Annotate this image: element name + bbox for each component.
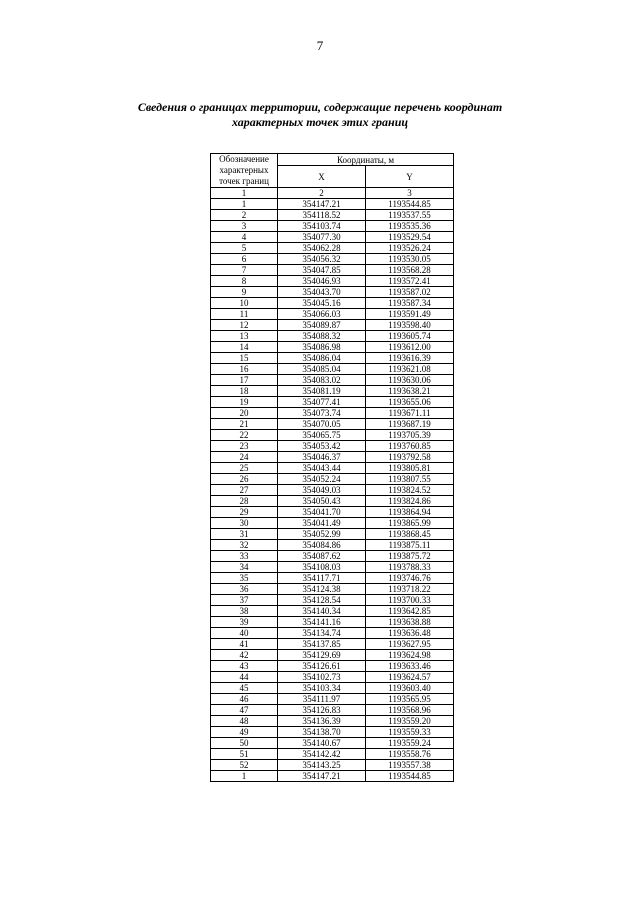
- table-row: [211, 650, 454, 661]
- x-coordinate-cell: 354117.71: [278, 573, 366, 584]
- y-coordinate-cell: 1193526.24: [366, 243, 454, 254]
- y-coordinate-cell: 1193559.24: [366, 738, 454, 749]
- point-id-cell: 31: [211, 529, 278, 540]
- table-row: [211, 639, 454, 650]
- y-coordinate-cell: 1193624.57: [366, 672, 454, 683]
- table-row: [211, 320, 454, 331]
- y-coordinate-cell: 1193558.76: [366, 749, 454, 760]
- x-coordinate-cell: 354083.02: [278, 375, 366, 386]
- point-id-cell: 1: [211, 771, 278, 782]
- y-coordinate-cell: 1193559.20: [366, 716, 454, 727]
- x-coordinate-cell: 354056.32: [278, 254, 366, 265]
- table-row: [211, 749, 454, 760]
- point-id-cell: 22: [211, 430, 278, 441]
- x-coordinate-cell: 354049.03: [278, 485, 366, 496]
- y-coordinate-cell: 1193616.39: [366, 353, 454, 364]
- y-coordinate-cell: 1193529.54: [366, 232, 454, 243]
- table-row: [211, 419, 454, 430]
- y-coordinate-cell: 1193621.08: [366, 364, 454, 375]
- x-coordinate-cell: 354050.43: [278, 496, 366, 507]
- y-coordinate-cell: 1193537.55: [366, 210, 454, 221]
- table-row: [211, 760, 454, 771]
- table-row: [211, 661, 454, 672]
- x-coordinate-cell: 354143.25: [278, 760, 366, 771]
- title-line-1: Сведения о границах территории, содержащие перечень координат: [137, 100, 503, 114]
- point-id-cell: 11: [211, 309, 278, 320]
- y-coordinate-cell: 1193792.58: [366, 452, 454, 463]
- point-id-cell: 33: [211, 551, 278, 562]
- point-id-cell: 45: [211, 683, 278, 694]
- point-id-cell: 52: [211, 760, 278, 771]
- y-coordinate-cell: 1193535.36: [366, 221, 454, 232]
- y-coordinate-cell: 1193572.41: [366, 276, 454, 287]
- y-coordinate-cell: 1193671.11: [366, 408, 454, 419]
- x-coordinate-cell: 354077.30: [278, 232, 366, 243]
- x-coordinate-cell: 354041.70: [278, 507, 366, 518]
- y-coordinate-cell: 1193557.38: [366, 760, 454, 771]
- point-id-cell: 44: [211, 672, 278, 683]
- x-coordinate-cell: 354124.38: [278, 584, 366, 595]
- point-id-cell: 9: [211, 287, 278, 298]
- y-coordinate-cell: 1193568.96: [366, 705, 454, 716]
- table-row: [211, 232, 454, 243]
- y-coordinate-cell: 1193807.55: [366, 474, 454, 485]
- point-id-cell: 43: [211, 661, 278, 672]
- title-line-2: характерных точек этих границ: [231, 115, 409, 129]
- point-id-cell: 15: [211, 353, 278, 364]
- table-row: [211, 672, 454, 683]
- y-coordinate-cell: 1193598.40: [366, 320, 454, 331]
- point-id-cell: 40: [211, 628, 278, 639]
- x-coordinate-cell: 354046.93: [278, 276, 366, 287]
- x-coordinate-cell: 354052.24: [278, 474, 366, 485]
- table-row: [211, 705, 454, 716]
- x-coordinate-cell: 354128.54: [278, 595, 366, 606]
- y-coordinate-cell: 1193559.33: [366, 727, 454, 738]
- point-id-cell: 24: [211, 452, 278, 463]
- y-coordinate-cell: 1193746.76: [366, 573, 454, 584]
- table-row: [211, 375, 454, 386]
- y-coordinate-cell: 1193630.06: [366, 375, 454, 386]
- x-coordinate-cell: 354089.87: [278, 320, 366, 331]
- point-id-cell: 2: [211, 210, 278, 221]
- x-coordinate-cell: 354077.41: [278, 397, 366, 408]
- table-row: [211, 507, 454, 518]
- table-row: [211, 727, 454, 738]
- y-coordinate-cell: 1193705.39: [366, 430, 454, 441]
- x-coordinate-cell: 354087.62: [278, 551, 366, 562]
- column-number-1: 1: [211, 188, 278, 199]
- point-id-cell: 5: [211, 243, 278, 254]
- point-id-cell: 27: [211, 485, 278, 496]
- point-id-cell: 32: [211, 540, 278, 551]
- table-row: [211, 573, 454, 584]
- y-coordinate-cell: 1193638.88: [366, 617, 454, 628]
- x-coordinate-cell: 354085.04: [278, 364, 366, 375]
- x-coordinate-cell: 354134.74: [278, 628, 366, 639]
- x-coordinate-cell: 354043.70: [278, 287, 366, 298]
- point-id-cell: 10: [211, 298, 278, 309]
- point-id-cell: 13: [211, 331, 278, 342]
- table-row: [211, 210, 454, 221]
- y-coordinate-cell: 1193544.85: [366, 771, 454, 782]
- y-coordinate-cell: 1193875.72: [366, 551, 454, 562]
- x-coordinate-cell: 354070.05: [278, 419, 366, 430]
- x-coordinate-cell: 354103.74: [278, 221, 366, 232]
- point-id-cell: 39: [211, 617, 278, 628]
- table-row: [211, 771, 454, 782]
- table-row: [211, 353, 454, 364]
- page-number: 7: [316, 38, 324, 53]
- table-row: [211, 628, 454, 639]
- x-coordinate-cell: 354118.52: [278, 210, 366, 221]
- x-coordinate-cell: 354103.34: [278, 683, 366, 694]
- y-coordinate-cell: 1193865.99: [366, 518, 454, 529]
- table-row: [211, 738, 454, 749]
- point-id-cell: 42: [211, 650, 278, 661]
- table-row: [211, 364, 454, 375]
- y-coordinate-cell: 1193587.02: [366, 287, 454, 298]
- column-number-3: 3: [366, 188, 454, 199]
- header-column-numbers: [211, 188, 454, 199]
- table-row: [211, 518, 454, 529]
- point-id-cell: 37: [211, 595, 278, 606]
- x-coordinate-cell: 354062.28: [278, 243, 366, 254]
- x-coordinate-cell: 354088.32: [278, 331, 366, 342]
- table-row: [211, 221, 454, 232]
- document-title: [60, 100, 580, 130]
- header-x-label: X: [278, 166, 366, 188]
- point-id-cell: 1: [211, 199, 278, 210]
- x-coordinate-cell: 354111.97: [278, 694, 366, 705]
- table-row: [211, 694, 454, 705]
- table-row: [211, 298, 454, 309]
- table-row: [211, 617, 454, 628]
- point-id-cell: 48: [211, 716, 278, 727]
- y-coordinate-cell: 1193603.40: [366, 683, 454, 694]
- y-coordinate-cell: 1193638.21: [366, 386, 454, 397]
- y-coordinate-cell: 1193824.52: [366, 485, 454, 496]
- point-id-cell: 8: [211, 276, 278, 287]
- x-coordinate-cell: 354108.03: [278, 562, 366, 573]
- point-id-cell: 47: [211, 705, 278, 716]
- table-row: [211, 243, 454, 254]
- coordinates-table: [210, 153, 454, 782]
- point-id-cell: 29: [211, 507, 278, 518]
- point-id-cell: 23: [211, 441, 278, 452]
- x-coordinate-cell: 354041.49: [278, 518, 366, 529]
- table-row: [211, 430, 454, 441]
- y-coordinate-cell: 1193636.48: [366, 628, 454, 639]
- y-coordinate-cell: 1193605.74: [366, 331, 454, 342]
- table-row: [211, 342, 454, 353]
- table-row: [211, 584, 454, 595]
- y-coordinate-cell: 1193718.22: [366, 584, 454, 595]
- point-id-cell: 21: [211, 419, 278, 430]
- y-coordinate-cell: 1193700.33: [366, 595, 454, 606]
- y-coordinate-cell: 1193530.05: [366, 254, 454, 265]
- y-coordinate-cell: 1193760.85: [366, 441, 454, 452]
- x-coordinate-cell: 354137.85: [278, 639, 366, 650]
- header-point-label: Обозначение характерных точек границ: [211, 154, 278, 188]
- table-row: [211, 540, 454, 551]
- x-coordinate-cell: 354086.04: [278, 353, 366, 364]
- x-coordinate-cell: 354140.34: [278, 606, 366, 617]
- table-row: [211, 199, 454, 210]
- point-id-cell: 3: [211, 221, 278, 232]
- table-row: [211, 408, 454, 419]
- x-coordinate-cell: 354047.85: [278, 265, 366, 276]
- point-id-cell: 12: [211, 320, 278, 331]
- table-row: [211, 683, 454, 694]
- point-id-cell: 6: [211, 254, 278, 265]
- point-id-cell: 51: [211, 749, 278, 760]
- y-coordinate-cell: 1193568.28: [366, 265, 454, 276]
- point-id-cell: 34: [211, 562, 278, 573]
- x-coordinate-cell: 354102.73: [278, 672, 366, 683]
- point-id-cell: 50: [211, 738, 278, 749]
- point-id-cell: 14: [211, 342, 278, 353]
- point-id-cell: 19: [211, 397, 278, 408]
- header-row-1: [211, 154, 454, 166]
- table-row: [211, 276, 454, 287]
- x-coordinate-cell: 354086.98: [278, 342, 366, 353]
- point-id-cell: 4: [211, 232, 278, 243]
- x-coordinate-cell: 354043.44: [278, 463, 366, 474]
- y-coordinate-cell: 1193868.45: [366, 529, 454, 540]
- x-coordinate-cell: 354126.83: [278, 705, 366, 716]
- point-id-cell: 7: [211, 265, 278, 276]
- table-row: [211, 309, 454, 320]
- table-row: [211, 562, 454, 573]
- point-id-cell: 28: [211, 496, 278, 507]
- header-y-label: Y: [366, 166, 454, 188]
- y-coordinate-cell: 1193633.46: [366, 661, 454, 672]
- point-id-cell: 17: [211, 375, 278, 386]
- point-id-cell: 26: [211, 474, 278, 485]
- table-row: [211, 606, 454, 617]
- y-coordinate-cell: 1193864.94: [366, 507, 454, 518]
- x-coordinate-cell: 354129.69: [278, 650, 366, 661]
- x-coordinate-cell: 354126.61: [278, 661, 366, 672]
- x-coordinate-cell: 354147.21: [278, 199, 366, 210]
- point-id-cell: 46: [211, 694, 278, 705]
- y-coordinate-cell: 1193544.85: [366, 199, 454, 210]
- x-coordinate-cell: 354142.42: [278, 749, 366, 760]
- y-coordinate-cell: 1193591.49: [366, 309, 454, 320]
- point-id-cell: 25: [211, 463, 278, 474]
- y-coordinate-cell: 1193565.95: [366, 694, 454, 705]
- column-number-2: 2: [278, 188, 366, 199]
- point-id-cell: 16: [211, 364, 278, 375]
- x-coordinate-cell: 354066.03: [278, 309, 366, 320]
- table-row: [211, 551, 454, 562]
- table-row: [211, 463, 454, 474]
- point-id-cell: 49: [211, 727, 278, 738]
- y-coordinate-cell: 1193788.33: [366, 562, 454, 573]
- y-coordinate-cell: 1193655.06: [366, 397, 454, 408]
- x-coordinate-cell: 354084.86: [278, 540, 366, 551]
- header-coordinates-label: Координаты, м: [278, 154, 454, 166]
- table-row: [211, 265, 454, 276]
- y-coordinate-cell: 1193824.86: [366, 496, 454, 507]
- table-row: [211, 386, 454, 397]
- point-id-cell: 18: [211, 386, 278, 397]
- y-coordinate-cell: 1193642.85: [366, 606, 454, 617]
- y-coordinate-cell: 1193627.95: [366, 639, 454, 650]
- y-coordinate-cell: 1193587.34: [366, 298, 454, 309]
- table-row: [211, 529, 454, 540]
- y-coordinate-cell: 1193612.00: [366, 342, 454, 353]
- point-id-cell: 35: [211, 573, 278, 584]
- x-coordinate-cell: 354140.67: [278, 738, 366, 749]
- x-coordinate-cell: 354045.16: [278, 298, 366, 309]
- table-row: [211, 441, 454, 452]
- table-row: [211, 496, 454, 507]
- x-coordinate-cell: 354138.70: [278, 727, 366, 738]
- table-row: [211, 287, 454, 298]
- y-coordinate-cell: 1193875.11: [366, 540, 454, 551]
- x-coordinate-cell: 354052.99: [278, 529, 366, 540]
- table-row: [211, 595, 454, 606]
- x-coordinate-cell: 354136.39: [278, 716, 366, 727]
- y-coordinate-cell: 1193805.81: [366, 463, 454, 474]
- y-coordinate-cell: 1193624.98: [366, 650, 454, 661]
- table-row: [211, 254, 454, 265]
- x-coordinate-cell: 354053.42: [278, 441, 366, 452]
- table-row: [211, 452, 454, 463]
- x-coordinate-cell: 354073.74: [278, 408, 366, 419]
- table-row: [211, 397, 454, 408]
- table-row: [211, 485, 454, 496]
- table-row: [211, 474, 454, 485]
- point-id-cell: 41: [211, 639, 278, 650]
- x-coordinate-cell: 354147.21: [278, 771, 366, 782]
- point-id-cell: 30: [211, 518, 278, 529]
- x-coordinate-cell: 354065.75: [278, 430, 366, 441]
- point-id-cell: 36: [211, 584, 278, 595]
- point-id-cell: 20: [211, 408, 278, 419]
- table-row: [211, 331, 454, 342]
- y-coordinate-cell: 1193687.19: [366, 419, 454, 430]
- table-row: [211, 716, 454, 727]
- x-coordinate-cell: 354141.16: [278, 617, 366, 628]
- x-coordinate-cell: 354081.19: [278, 386, 366, 397]
- point-id-cell: 38: [211, 606, 278, 617]
- x-coordinate-cell: 354046.37: [278, 452, 366, 463]
